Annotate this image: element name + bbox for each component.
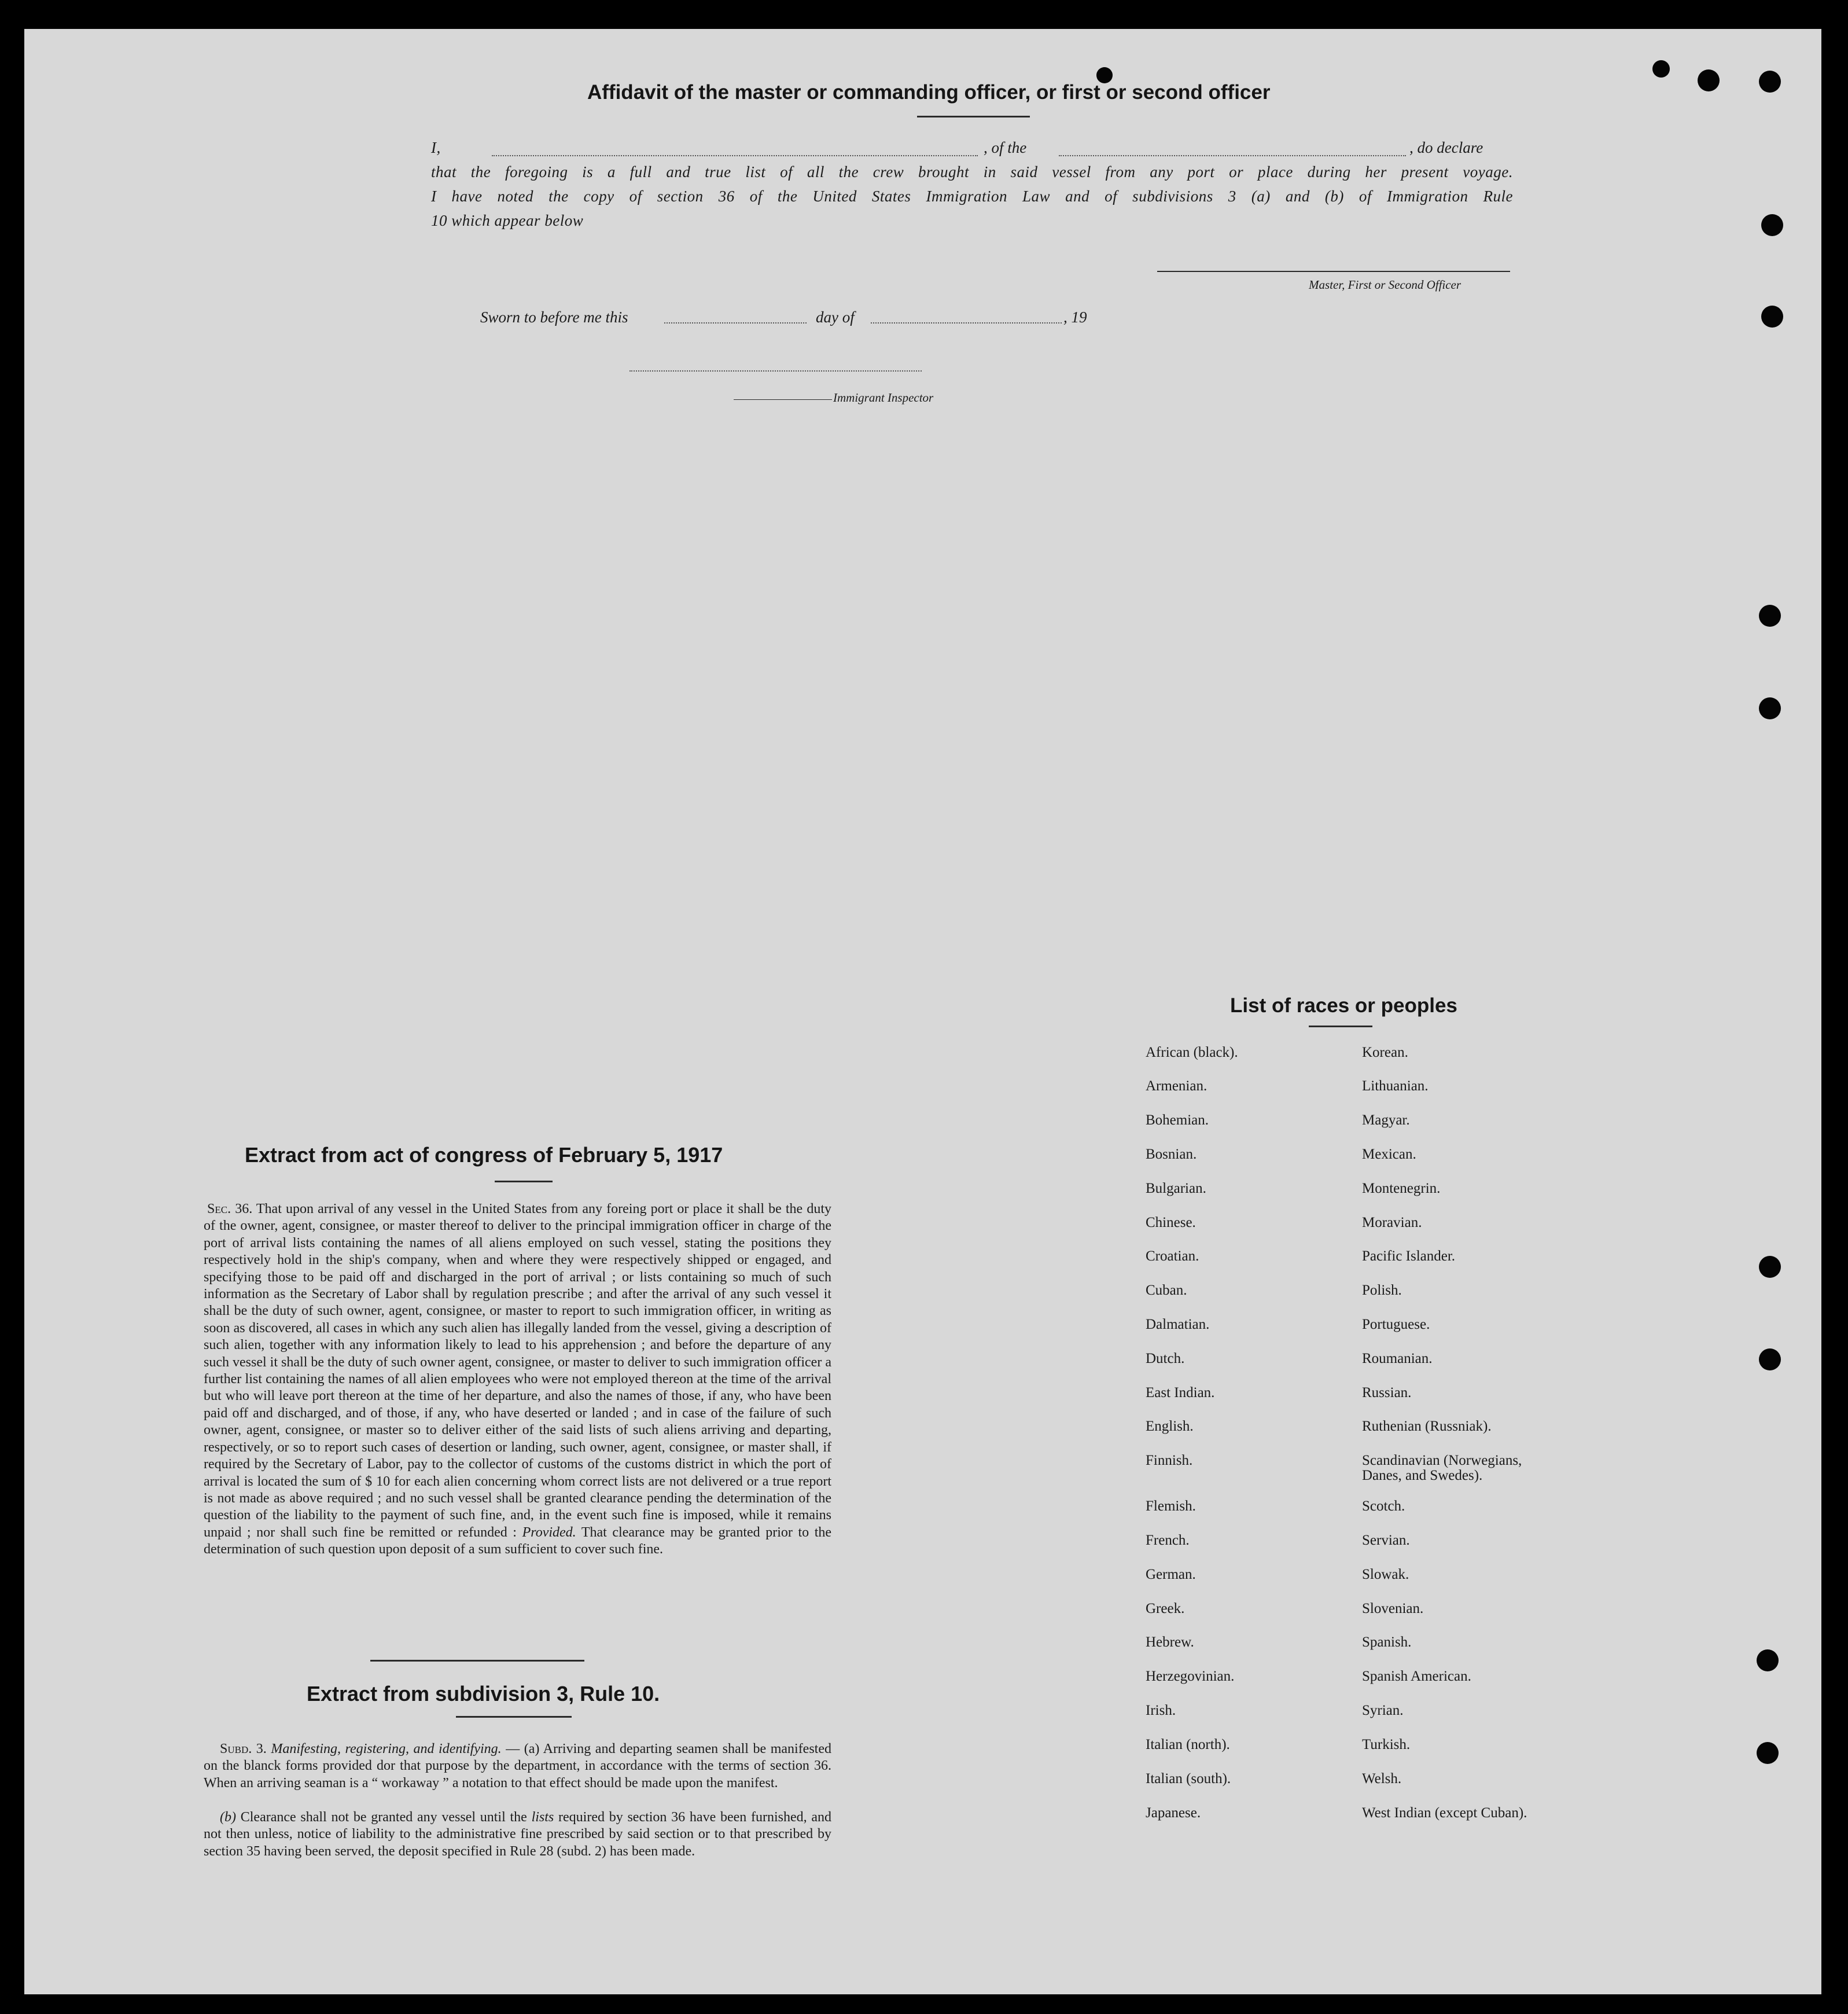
race-item: Greek. <box>1146 1601 1185 1616</box>
sec-body: That upon arrival of any vessel in the United States from any foreing port or place it shall be the duty of the owner, agent, consignee, or master thereof to deliver to the principal immigration officer in charge of the port of arrival lists containing the names of all aliens employed on such vessel, stating the positions they respectively hold in the ship's company, when and where they were respectively shipped or engaged, and specifying those to be paid off and discharged in the port of arrival ; or lists containing so much of such information as the Secretary of Labor shall by regulation prescribe ; and after the arrival of any such vessel it shall be the duty of such owner, agent, consignee, or master to report to such immigration officer, in writing as soon as discovered, all cases in which any such alien has illegally landed from the vessel, giving a description of such alien, together with any information likely to lead to his apprehension ; and before the departure of any such vessel it shall be the duty of such owner agent, consignee, or master to deliver to such immigration officer a further list containing the names of all alien employees who were not employed thereon at the time of the arrival but who will leave port thereon at the time of her departure, and also the names of those, if any, who have been paid off and discharged, and of those, if any, who have deserted or landed ; and in case of the failure of such owner, agent, consignee, or master so to deliver either of the said lists of such aliens arriving and departing, respectively, or so to report such cases of desertion or landing, such owner, agent, consignee, or master shall, if required by the Secretary of Labor, pay to the collector of customs of the customs district in which the port of arrival is located the sum of $ 10 for each alien concerning whom correct lists are not delivered or a true report is not made as above required ; and no such vessel shall be granted clearance pending the determination of the question of the liability to the payment of such fine, and, in the event such fine is imposed, while it remains unpaid ; nor shall such fine be remitted or refunded : <box>204 1201 831 1540</box>
race-item: Portuguese. <box>1362 1317 1430 1332</box>
race-item: Hebrew. <box>1146 1634 1194 1650</box>
affidavit-title: Affidavit of the master or commanding officer, or first or second officer <box>587 81 1271 104</box>
race-item: Finnish. <box>1146 1453 1193 1468</box>
name-field[interactable] <box>492 155 978 156</box>
race-item: Dalmatian. <box>1146 1317 1210 1332</box>
day-of-label: day of <box>816 308 855 326</box>
rule-para-a <box>204 1741 831 1792</box>
binder-hole <box>1698 69 1720 91</box>
binder-hole <box>1759 697 1781 719</box>
sec-body-end: That clearance may be granted prior to the determination of such question upon deposit of a sum sufficient to cover such fine. <box>204 1524 832 1557</box>
race-item: Slovenian. <box>1362 1601 1424 1616</box>
affidavit-line-1 <box>431 139 1513 157</box>
binder-hole <box>1757 1649 1779 1671</box>
race-item: French. <box>1146 1532 1190 1548</box>
binder-hole <box>1759 605 1781 627</box>
act-title-underline <box>495 1181 553 1182</box>
para-b-lists: lists <box>531 1810 554 1825</box>
inspector-label: Immigrant Inspector <box>833 391 934 405</box>
race-item: Magyar. <box>1362 1112 1410 1128</box>
sworn-day-field[interactable] <box>664 322 807 324</box>
race-item: Dutch. <box>1146 1351 1185 1366</box>
rule-title: Extract from subdivision 3, Rule 10. <box>307 1682 660 1706</box>
race-item: Chinese. <box>1146 1215 1196 1230</box>
race-item: Servian. <box>1362 1532 1410 1548</box>
binder-hole <box>1761 306 1783 328</box>
para-a-label: — (a) <box>506 1741 540 1756</box>
race-item: Lithuanian. <box>1362 1078 1429 1094</box>
race-item: Korean. <box>1362 1045 1408 1060</box>
binder-hole <box>1759 1256 1781 1278</box>
subd-heading: Manifesting, registering, and identifying. <box>271 1741 502 1756</box>
race-item: Scandinavian (Norwegians, Danes, and Swedes). <box>1362 1453 1522 1483</box>
rule-para-b <box>204 1809 831 1860</box>
sec-label: Sec. 36. <box>207 1201 253 1217</box>
race-item: Spanish American. <box>1362 1668 1471 1684</box>
rule-title-underline <box>456 1716 572 1718</box>
race-item: Irish. <box>1146 1703 1176 1718</box>
race-item: Italian (north). <box>1146 1737 1230 1752</box>
binder-hole <box>1759 71 1781 93</box>
signature-line[interactable] <box>1157 271 1510 272</box>
race-item: Spanish. <box>1362 1634 1412 1650</box>
race-item: Croatian. <box>1146 1248 1199 1264</box>
race-item: Bosnian. <box>1146 1146 1197 1162</box>
race-item: Scotch. <box>1362 1498 1405 1514</box>
sworn-month-field[interactable] <box>871 322 1062 324</box>
race-item: Moravian. <box>1362 1215 1422 1230</box>
race-item: Pacific Islander. <box>1362 1248 1456 1264</box>
races-title-underline <box>1309 1026 1372 1027</box>
declare-label: , do declare <box>1409 139 1483 156</box>
binder-hole <box>1757 1742 1779 1764</box>
act-separator <box>370 1660 584 1662</box>
of-the-label: , of the <box>984 139 1027 156</box>
race-item: Cuban. <box>1146 1282 1187 1298</box>
act-section-36-text <box>204 1201 831 1559</box>
affidavit-line-2: that the foregoing is a full and true list of all the crew brought in said vessel from any port or place during her present voyage. <box>431 163 1513 181</box>
affidavit-i-label: I, <box>431 139 441 156</box>
para-a-text: Arriving and departing seamen shall be manifested on the blanck forms provided dor that purpose by the department, in accordance with the terms of section 36. When an arriving seaman is a “ workaway ” a notation to that effect should be made upon the manifest. <box>204 1741 831 1791</box>
race-item: Roumanian. <box>1362 1351 1433 1366</box>
act-title: Extract from act of congress of February 5, 1917 <box>245 1143 723 1167</box>
race-item: Russian. <box>1362 1385 1412 1401</box>
binder-hole <box>1759 1348 1781 1370</box>
race-item: German. <box>1146 1567 1196 1582</box>
binder-hole <box>1761 214 1783 236</box>
race-item: Syrian. <box>1362 1703 1404 1718</box>
affidavit-line-3: I have noted the copy of section 36 of the United States Immigration Law and of subdivisions 3 (a) and (b) of Immigration Rule <box>431 188 1513 205</box>
provided-word: Provided. <box>522 1524 576 1540</box>
inspector-label-line <box>734 399 832 400</box>
vessel-field[interactable] <box>1059 155 1406 156</box>
race-item: African (black). <box>1146 1045 1238 1060</box>
subd-label: Subd. 3. <box>220 1741 267 1756</box>
affidavit-line-4: 10 which appear below <box>431 212 584 229</box>
para-b-text-2: required by section 36 have been furnished, and not then unless, notice of liability to the administrative fine prescribed by said section or to that prescribed by section 35 having been served, the deposit specified in Rule 28 (subd. 2) has been made. <box>204 1810 832 1859</box>
race-item: Herzegovinian. <box>1146 1668 1235 1684</box>
para-b-label: (b) <box>220 1810 236 1825</box>
race-item: Ruthenian (Russniak). <box>1362 1418 1492 1434</box>
race-item: Japanese. <box>1146 1805 1201 1821</box>
race-item: Italian (south). <box>1146 1771 1231 1787</box>
signature-label: Master, First or Second Officer <box>1309 278 1462 292</box>
race-item: Mexican. <box>1362 1146 1416 1162</box>
races-title: List of races or peoples <box>1230 994 1457 1017</box>
document-page <box>24 29 1821 1994</box>
para-b-text-1: Clearance shall not be granted any vessel until the <box>240 1810 527 1825</box>
race-item: Armenian. <box>1146 1078 1208 1094</box>
sworn-label: Sworn to before me this <box>480 308 628 326</box>
race-item: Bohemian. <box>1146 1112 1209 1128</box>
race-item: Polish. <box>1362 1282 1402 1298</box>
race-item: Turkish. <box>1362 1737 1411 1752</box>
race-item: English. <box>1146 1418 1194 1434</box>
inspector-signature-line[interactable] <box>630 370 922 372</box>
race-item: Montenegrin. <box>1362 1181 1441 1196</box>
race-item: Slowak. <box>1362 1567 1409 1582</box>
race-item: Flemish. <box>1146 1498 1196 1514</box>
race-item: Welsh. <box>1362 1771 1402 1787</box>
race-item: East Indian. <box>1146 1385 1215 1401</box>
race-item: West Indian (except Cuban). <box>1362 1805 1527 1821</box>
year-label: , 19 <box>1063 308 1087 326</box>
title-underline <box>917 116 1030 117</box>
race-item: Bulgarian. <box>1146 1181 1206 1196</box>
binder-hole <box>1652 60 1670 78</box>
